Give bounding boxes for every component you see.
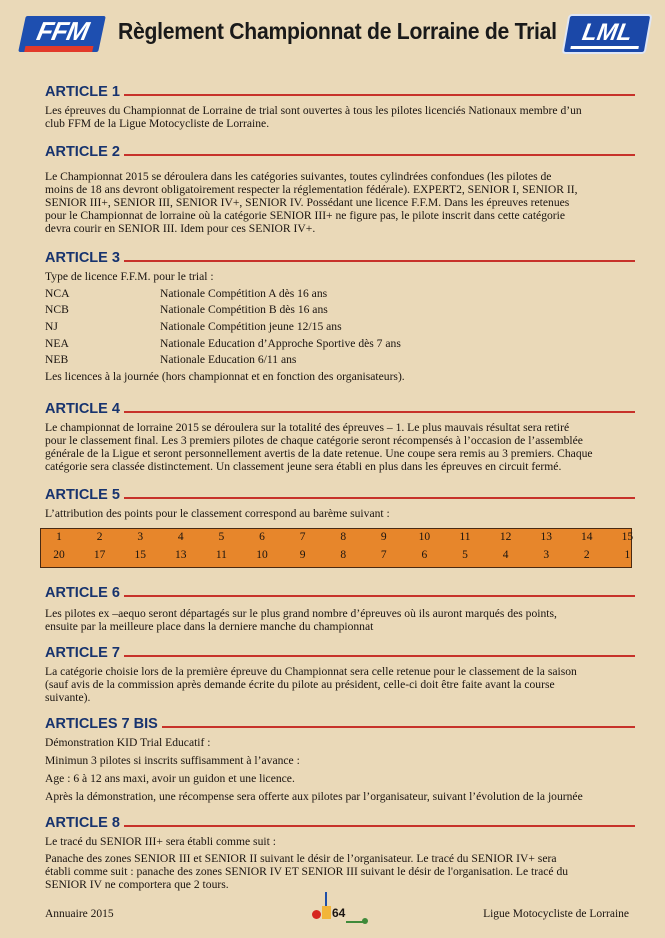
licence-desc: Nationale Education d’Approche Sportive dès 7 ans (160, 336, 401, 350)
footer-annuaire: Annuaire 2015 (45, 908, 114, 920)
paragraph-line: Les épreuves du Championnat de Lorraine de trial sont ouvertes à tous les pilotes licenciés Nationaux membre d’un (45, 104, 582, 117)
article-title: ARTICLE 2 (45, 144, 124, 160)
divider (45, 825, 635, 827)
licence-code: NEA (45, 336, 69, 350)
divider (45, 154, 635, 156)
place-cell: 5 (218, 531, 225, 543)
paragraph-line: catégorie sera classée distinctement. Un classement jeune sera établi en plus dans les épreuves en circuit fermé. (45, 460, 562, 473)
licence-outro: Les licences à la journée (hors championnat et en fonction des organisateurs). (45, 370, 405, 384)
licence-row (45, 337, 635, 354)
paragraph-line: Panache des zones SENIOR III et SENIOR II suivant le désir de l’organisateur. Le tracé du SENIOR IV+ sera (45, 852, 557, 865)
licence-row (45, 303, 635, 320)
points-cell: 3 (543, 549, 550, 561)
place-cell: 15 (621, 531, 634, 543)
points-cell: 20 (53, 549, 65, 561)
points-cell: 11 (215, 549, 227, 561)
points-cell: 6 (421, 549, 428, 561)
page-marker-icon (322, 906, 331, 919)
article-2 (45, 144, 635, 235)
paragraph-line: Le championnat de lorraine 2015 se déroulera sur la totalité des épreuves – 1. Le plus mauvais résultat sera retiré (45, 421, 570, 434)
paragraph-line: ensuite par la meilleure place dans la derniere manche du championnat (45, 620, 374, 633)
paragraph-line: SENIOR IV ne comportera que 2 tours. (45, 878, 229, 891)
points-cell: 7 (380, 549, 387, 561)
place-cell: 9 (380, 531, 387, 543)
article-6 (45, 585, 635, 633)
place-cell: 10 (418, 531, 431, 543)
page-marker-icon (325, 892, 327, 906)
points-cell: 4 (502, 549, 509, 561)
divider (45, 260, 635, 262)
licence-desc: Nationale Education 6/11 ans (160, 353, 297, 367)
article-3 (45, 250, 635, 387)
lml-logo: LML (561, 14, 652, 54)
article-title: ARTICLE 3 (45, 250, 124, 266)
article-title: ARTICLE 8 (45, 815, 124, 831)
paragraph-line: pour le classement final. Les 3 premiers pilotes de chaque catégorie seront récompensés à l’occasion de l’assemblée (45, 434, 583, 447)
place-cell: 11 (459, 531, 471, 543)
article-7 (45, 645, 635, 704)
ffm-logo: FFM (18, 16, 106, 52)
points-cell: 5 (462, 549, 468, 561)
article-4 (45, 401, 635, 473)
page-marker-icon (312, 910, 321, 919)
points-cell: 10 (256, 549, 268, 561)
paragraph-line: (sauf avis de la commission après demande écrite du pilote au président, celle-ci doit être faite avant la course (45, 678, 555, 691)
place-cell: 2 (96, 531, 103, 543)
article-title: ARTICLE 6 (45, 585, 124, 601)
paragraph-line: établi comme suit : panache des zones SENIOR IV ET SENIOR III suivant le désir de l'organisation. Le tracé du (45, 865, 569, 878)
article-8 (45, 815, 635, 891)
divider (45, 595, 635, 597)
place-cell: 14 (581, 531, 593, 543)
place-cell: 1 (56, 531, 62, 543)
points-table (40, 528, 632, 568)
paragraph-line: Après la démonstration, une récompense sera offerte aux pilotes par l’organisateur, suivant l’évolution de la journée (45, 790, 583, 803)
licence-row (45, 287, 635, 304)
page-number: 64 (332, 906, 346, 920)
licence-row (45, 353, 635, 370)
article-title: ARTICLE 4 (45, 401, 124, 417)
article-1 (45, 84, 635, 130)
article-5 (45, 487, 635, 520)
licence-intro: Type de licence F.F.M. pour le trial : (45, 270, 214, 283)
document-title: Règlement Championnat de Lorraine de Trial (118, 18, 557, 44)
points-cell: 15 (134, 549, 146, 561)
place-cell: 4 (177, 531, 184, 543)
paragraph-line: Le Championnat 2015 se déroulera dans les catégories suivantes, toutes cylindrées confondues (les pilotes de (45, 170, 552, 183)
points-cell: 9 (299, 549, 306, 561)
article-title: ARTICLE 5 (45, 487, 124, 503)
paragraph-line: club FFM de la Ligue Motocycliste de Lorraine. (45, 117, 270, 130)
licence-code: NCA (45, 286, 70, 300)
paragraph-line: devra courir en SENIOR III. Idem pour ces SENIOR IV+. (45, 222, 316, 235)
licence-code: NEB (45, 353, 69, 367)
article-title: ARTICLES 7 BIS (45, 716, 162, 732)
paragraph-line: L’attribution des points pour le classement correspond au barème suivant : (45, 507, 390, 520)
licence-row (45, 320, 635, 337)
place-cell: 13 (540, 531, 552, 543)
licence-desc: Nationale Compétition jeune 12/15 ans (160, 320, 342, 334)
paragraph-line: Minimun 3 pilotes si inscrits suffisamment à l’avance : (45, 754, 300, 767)
points-cell: 2 (583, 549, 590, 561)
paragraph-line: générale de la Ligue et seront personnellement avertis de la date retenue. Une coupe sera remis au 3 premiers. Chaque (45, 447, 593, 460)
page-header (0, 0, 665, 70)
licence-desc: Nationale Compétition B dès 16 ans (160, 303, 328, 317)
place-cell: 6 (259, 531, 265, 543)
points-cell: 1 (624, 549, 631, 561)
paragraph-line: Démonstration KID Trial Educatif : (45, 736, 211, 749)
paragraph-line: La catégorie choisie lors de la première épreuve du Championnat sera celle retenue pour le classement de la saison (45, 665, 577, 678)
licence-desc: Nationale Compétition A dès 16 ans (160, 286, 328, 300)
page-marker-icon (362, 918, 368, 924)
licence-code: NJ (45, 320, 58, 334)
place-cell: 3 (137, 531, 144, 543)
points-cell: 17 (93, 549, 106, 561)
divider (45, 94, 635, 96)
divider (45, 411, 635, 413)
divider (45, 497, 635, 499)
place-cell: 12 (499, 531, 512, 543)
footer-ligue: Ligue Motocycliste de Lorraine (483, 908, 629, 920)
paragraph-line: suivante). (45, 691, 91, 704)
paragraph-line: Le tracé du SENIOR III+ sera établi comme suit : (45, 835, 276, 848)
paragraph-line: SENIOR III+, SENIOR III, SENIOR IV+, SENIOR IV. Possédant une licence F.F.M. Dans les épreuves retenues (45, 196, 570, 209)
paragraph-line: Les pilotes ex –aequo seront départagés sur le plus grand nombre d’épreuves où ils auront marqués des points, (45, 607, 557, 620)
divider (45, 655, 635, 657)
article-title: ARTICLE 1 (45, 84, 124, 100)
points-cell: 8 (340, 549, 347, 561)
points-cell: 13 (175, 549, 187, 561)
article-title: ARTICLE 7 (45, 645, 124, 661)
article-7-bis (45, 716, 635, 808)
paragraph-line: pour le Championnat de lorraine où la catégorie SENIOR III+ ne figure pas, le pilote inscrit dans cette catégorie (45, 209, 566, 222)
place-cell: 8 (340, 531, 347, 543)
paragraph-line: moins de 18 ans devront obligatoirement respecter la réglementation fédérale). EXPERT2, SENIOR I, SENIOR II, (45, 183, 578, 196)
place-cell: 7 (299, 531, 306, 543)
licence-code: NCB (45, 303, 69, 317)
paragraph-line: Age : 6 à 12 ans maxi, avoir un guidon et une licence. (45, 772, 295, 785)
